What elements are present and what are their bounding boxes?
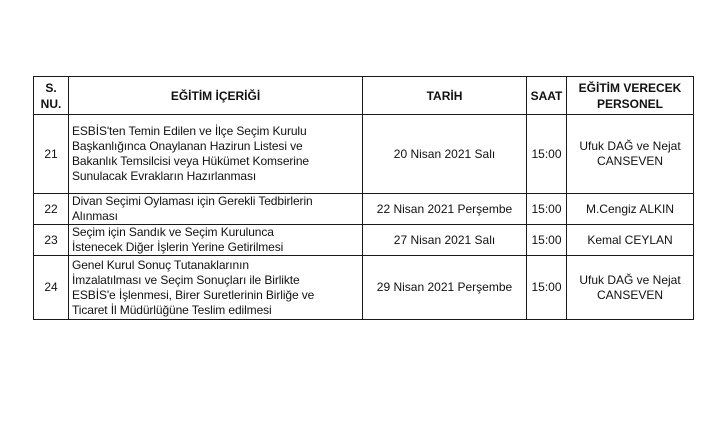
header-no-line-2: NU. xyxy=(40,96,62,111)
content-line: Ticaret İl Müdürlüğüne Teslim edilmesi xyxy=(72,302,272,317)
training-staff xyxy=(567,194,694,225)
content-line: İstenecek Diğer İşlerin Yerine Getirilmesi xyxy=(72,240,284,254)
table-header-row xyxy=(34,77,694,115)
table-row xyxy=(34,256,694,320)
training-schedule-table xyxy=(33,76,694,320)
content-line: Başkanlığınca Onaylanan Hazirun Listesi ve xyxy=(72,139,303,153)
header-staff xyxy=(567,77,694,115)
header-no xyxy=(34,77,69,115)
header-date: TARİH xyxy=(363,77,527,115)
content-line: Alınması xyxy=(72,209,118,223)
staff-line: CANSEVEN xyxy=(596,287,664,302)
header-staff-line-2: PERSONEL xyxy=(596,96,663,111)
content-line: Bakanlık Temsilcisi veya Hükümet Komserine xyxy=(72,154,310,168)
training-content xyxy=(69,256,363,320)
training-content xyxy=(69,115,363,194)
training-date: 20 Nisan 2021 Salı xyxy=(363,115,527,194)
training-date: 29 Nisan 2021 Perşembe xyxy=(363,256,527,320)
header-no-line-1: S. xyxy=(45,80,57,95)
content-line: ESBİS'e İşlenmesi, Birer Suretlerinin Birliğe ve xyxy=(72,287,315,302)
row-number: 21 xyxy=(34,115,69,194)
content-line: İmzalatılması ve Seçim Sonuçları ile Birlikte xyxy=(72,272,300,287)
staff-line: Ufuk DAĞ ve Nejat xyxy=(579,139,681,153)
training-content xyxy=(69,225,363,256)
content-line: Seçim için Sandık ve Seçim Kurulunca xyxy=(72,225,274,239)
staff-line: M.Cengiz ALKIN xyxy=(585,201,675,216)
training-time: 15:00 xyxy=(527,115,567,194)
table-row xyxy=(34,194,694,225)
staff-line: Ufuk DAĞ ve Nejat xyxy=(579,272,681,287)
content-line: Sunulacak Evrakların Hazırlanması xyxy=(72,169,257,183)
row-number: 24 xyxy=(34,256,69,320)
table-row xyxy=(34,225,694,256)
staff-line: CANSEVEN xyxy=(596,154,664,168)
training-staff xyxy=(567,256,694,320)
row-number: 22 xyxy=(34,194,69,225)
training-staff xyxy=(567,225,694,256)
training-content xyxy=(69,194,363,225)
training-staff xyxy=(567,115,694,194)
training-time: 15:00 xyxy=(527,225,567,256)
content-line: ESBİS'ten Temin Edilen ve İlçe Seçim Kurulu xyxy=(72,124,307,138)
staff-line: Kemal CEYLAN xyxy=(587,232,673,247)
content-line: Genel Kurul Sonuç Tutanaklarının xyxy=(72,257,249,272)
header-content: EĞİTİM İÇERİĞİ xyxy=(69,77,363,115)
training-time: 15:00 xyxy=(527,194,567,225)
table-row xyxy=(34,115,694,194)
content-line: Divan Seçimi Oylaması için Gerekli Tedbirlerin xyxy=(72,194,313,208)
training-date: 27 Nisan 2021 Salı xyxy=(363,225,527,256)
row-number: 23 xyxy=(34,225,69,256)
header-staff-line-1: EĞİTİM VERECEK xyxy=(578,80,682,95)
header-time: SAAT xyxy=(527,77,567,115)
training-date: 22 Nisan 2021 Perşembe xyxy=(363,194,527,225)
training-time: 15:00 xyxy=(527,256,567,320)
